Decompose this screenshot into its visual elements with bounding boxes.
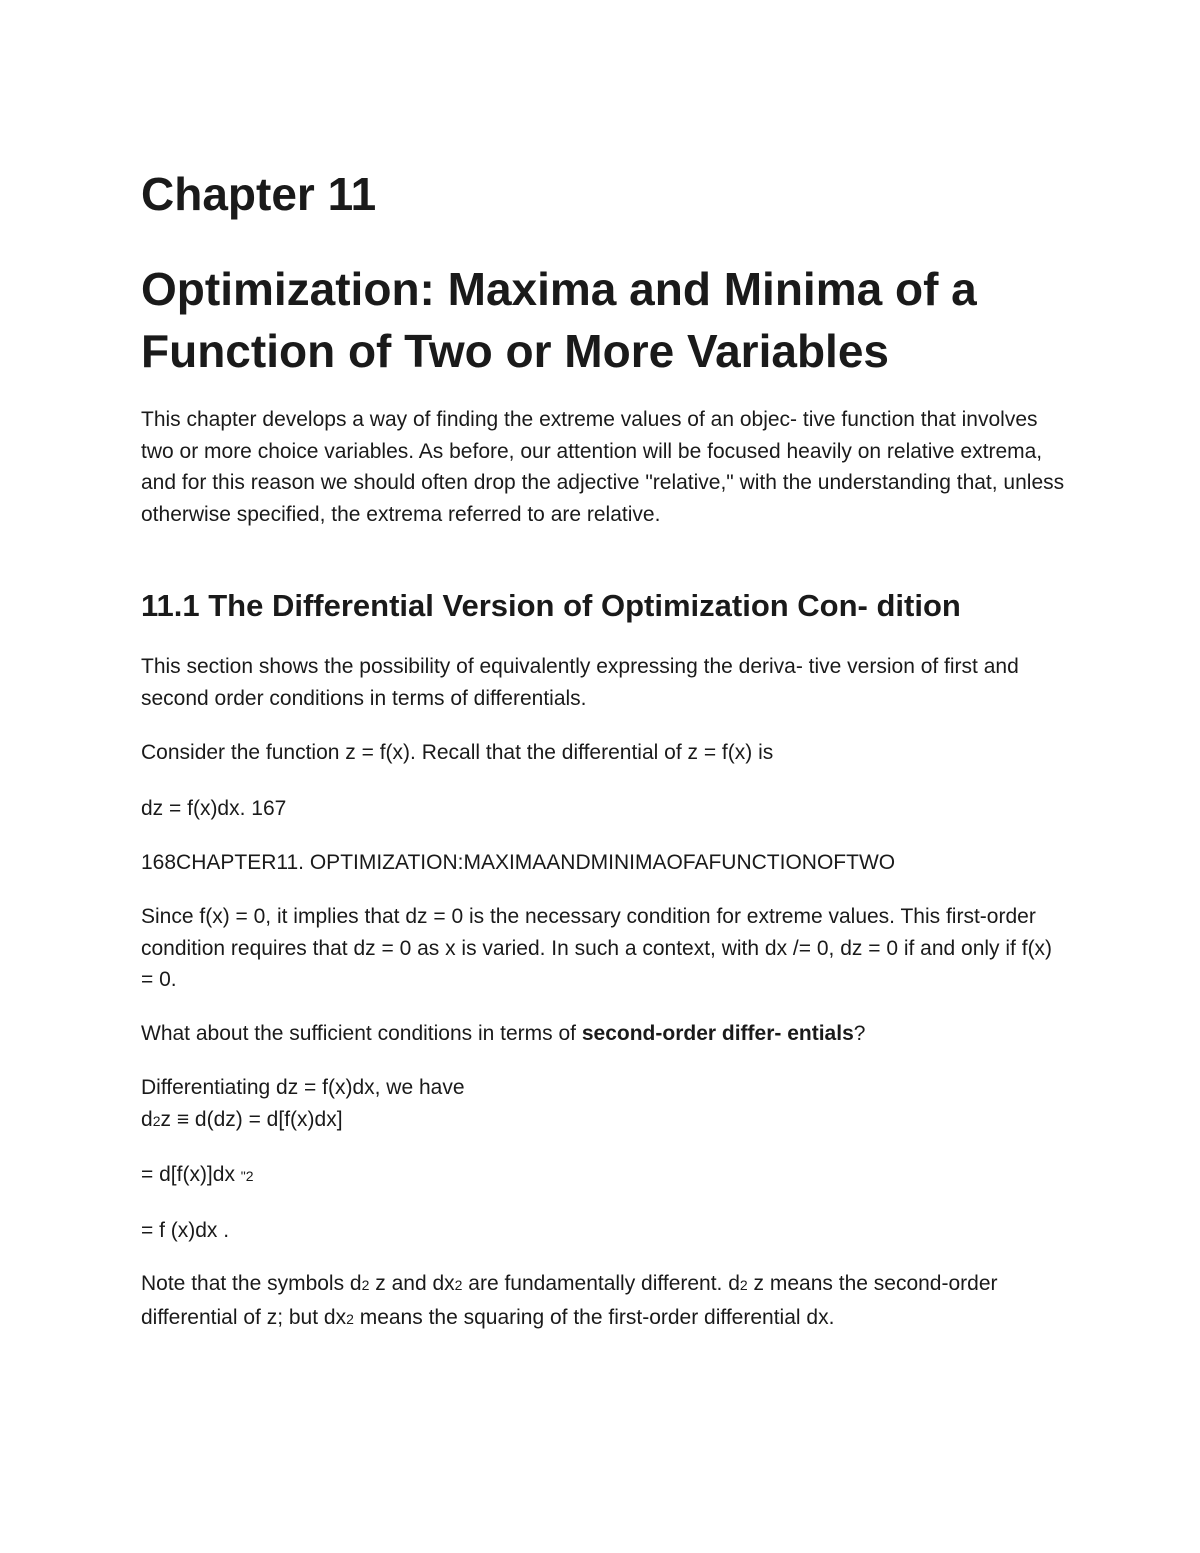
first-order-paragraph: Since f(x) = 0, it implies that dz = 0 is the necessary condition for extreme values. This first-order condition requires that dz = 0 as x is varied. In such a context, with dx /= 0, dz = 0 if and only if f(x) = 0. xyxy=(141,905,1053,991)
second-order-question xyxy=(141,1018,1066,1050)
chapter-label: Chapter 11 xyxy=(141,168,377,220)
derivation-intro: Differentiating dz = f(x)dx, we have xyxy=(141,1076,465,1099)
running-header: 168CHAPTER11. OPTIMIZATION:MAXIMAANDMINIMAOFAFUNCTIONOFTWO xyxy=(141,851,896,874)
question-text: What about the sufficient conditions in terms of xyxy=(141,1022,582,1045)
derivation-line-2: = d[f(x)]dx "2 xyxy=(141,1163,254,1186)
differential-equation: dz = f(x)dx. 167 xyxy=(141,797,287,820)
section-heading: 11.1 The Differential Version of Optimization Con- dition xyxy=(141,588,961,623)
derivation-block xyxy=(141,1072,1066,1246)
derivation-line-3: = f (x)dx . xyxy=(141,1218,230,1242)
second-order-term: second-order differ- entials xyxy=(581,1022,854,1045)
derivation-line-1: d2z ≡ d(dz) = d[f(x)dx] xyxy=(141,1107,343,1131)
note-paragraph: Note that the symbols d2 z and dx2 are fundamentally different. d2 z means the second-order differential of z; but dx2 means the squaring of the first-order differential dx. xyxy=(141,1272,998,1329)
section-intro-paragraph: This section shows the possibility of equivalently expressing the deriva- tive version of first and second order conditions in terms of differentials. xyxy=(141,655,1019,710)
function-paragraph: Consider the function z = f(x). Recall that the differential of z = f(x) is xyxy=(141,741,774,764)
chapter-title: Optimization: Maxima and Minima of a Function of Two or More Variables xyxy=(141,263,977,377)
question-mark: ? xyxy=(853,1022,866,1045)
intro-paragraph: This chapter develops a way of finding the extreme values of an objec- tive function that involves two or more choice variables. As before, our attention will be focused heavily on relative extrema, and for this reason we should often drop the adjective "relative," with the understanding that, unless otherwise specified, the extrema referred to are relative. xyxy=(141,408,1065,526)
